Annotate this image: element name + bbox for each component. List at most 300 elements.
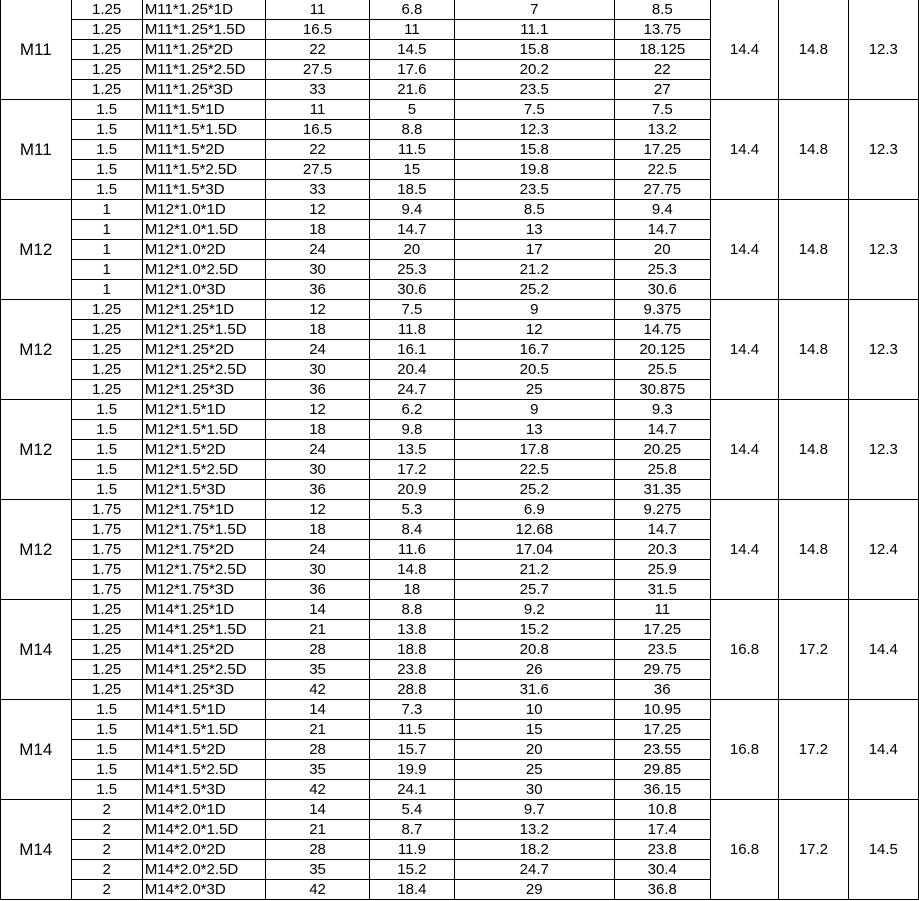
value-c-cell: 29.75 [614,660,710,680]
value-b-cell: 12 [454,320,614,340]
value-b-cell: 20.5 [454,360,614,380]
dimension-a-cell: 14.4 [710,500,778,600]
length-cell: 21 [266,720,370,740]
value-b-cell: 29 [454,880,614,900]
value-a-cell: 14.5 [370,40,455,60]
pitch-cell: 1.5 [71,760,142,780]
length-cell: 30 [266,460,370,480]
value-a-cell: 17.6 [370,60,455,80]
dimension-b-cell: 14.8 [779,100,848,200]
thread-spec-cell: M12*1.75*2D [142,540,265,560]
length-cell: 14 [266,700,370,720]
thread-spec-cell: M11*1.25*3D [142,80,265,100]
value-b-cell: 25.7 [454,580,614,600]
length-cell: 36 [266,280,370,300]
value-c-cell: 13.75 [614,20,710,40]
length-cell: 22 [266,140,370,160]
length-cell: 21 [266,820,370,840]
thread-spec-cell: M12*1.5*1D [142,400,265,420]
table-row [1,700,919,720]
value-a-cell: 18.8 [370,640,455,660]
table-body [1,0,919,900]
pitch-cell: 1.5 [71,460,142,480]
value-a-cell: 9.8 [370,420,455,440]
length-cell: 18 [266,420,370,440]
dimension-a-cell: 14.4 [710,300,778,400]
thread-spec-cell: M12*1.75*2.5D [142,560,265,580]
dimension-c-cell: 14.4 [848,600,918,700]
thread-spec-cell: M14*1.25*1.5D [142,620,265,640]
value-b-cell: 15.8 [454,40,614,60]
pitch-cell: 1 [71,200,142,220]
value-a-cell: 20 [370,240,455,260]
pitch-cell: 2 [71,800,142,820]
length-cell: 36 [266,580,370,600]
value-a-cell: 5.3 [370,500,455,520]
thread-spec-cell: M11*1.25*1D [142,0,265,20]
value-b-cell: 20.8 [454,640,614,660]
pitch-cell: 1.5 [71,100,142,120]
value-a-cell: 21.6 [370,80,455,100]
value-a-cell: 28.8 [370,680,455,700]
length-cell: 30 [266,260,370,280]
value-a-cell: 11.6 [370,540,455,560]
value-b-cell: 23.5 [454,80,614,100]
value-c-cell: 36 [614,680,710,700]
value-a-cell: 15.7 [370,740,455,760]
value-a-cell: 8.8 [370,600,455,620]
value-c-cell: 25.5 [614,360,710,380]
dimension-a-cell: 14.4 [710,400,778,500]
pitch-cell: 1.25 [71,340,142,360]
pitch-cell: 2 [71,840,142,860]
pitch-cell: 1.5 [71,440,142,460]
value-c-cell: 8.5 [614,0,710,20]
pitch-cell: 1.5 [71,480,142,500]
value-c-cell: 17.25 [614,720,710,740]
thread-spec-cell: M12*1.5*2D [142,440,265,460]
table-row [1,400,919,420]
thread-spec-cell: M12*1.25*2.5D [142,360,265,380]
length-cell: 27.5 [266,60,370,80]
dimension-a-cell: 16.8 [710,800,778,900]
value-a-cell: 11.5 [370,720,455,740]
pitch-cell: 1.25 [71,0,142,20]
thread-spec-cell: M12*1.0*1D [142,200,265,220]
value-c-cell: 20 [614,240,710,260]
pitch-cell: 1.25 [71,640,142,660]
thread-spec-cell: M11*1.5*2.5D [142,160,265,180]
pitch-cell: 1.5 [71,720,142,740]
value-b-cell: 20.2 [454,60,614,80]
thread-spec-cell: M12*1.0*2D [142,240,265,260]
thread-spec-cell: M12*1.25*3D [142,380,265,400]
pitch-cell: 1 [71,240,142,260]
value-a-cell: 6.8 [370,0,455,20]
value-c-cell: 22.5 [614,160,710,180]
value-a-cell: 13.8 [370,620,455,640]
length-cell: 12 [266,200,370,220]
pitch-cell: 1.5 [71,140,142,160]
value-c-cell: 31.5 [614,580,710,600]
thread-spec-cell: M14*1.25*2D [142,640,265,660]
value-b-cell: 13 [454,420,614,440]
pitch-cell: 1.25 [71,360,142,380]
dimension-c-cell: 14.5 [848,800,918,900]
length-cell: 33 [266,180,370,200]
value-b-cell: 9 [454,300,614,320]
value-b-cell: 6.9 [454,500,614,520]
dimension-b-cell: 14.8 [779,200,848,300]
value-c-cell: 13.2 [614,120,710,140]
table-row [1,0,919,20]
length-cell: 36 [266,380,370,400]
thread-spec-cell: M12*1.75*1D [142,500,265,520]
thread-spec-cell: M12*1.5*2.5D [142,460,265,480]
length-cell: 36 [266,480,370,500]
value-a-cell: 8.7 [370,820,455,840]
dimension-a-cell: 14.4 [710,0,778,100]
pitch-cell: 1.5 [71,400,142,420]
length-cell: 24 [266,340,370,360]
value-a-cell: 8.4 [370,520,455,540]
value-b-cell: 15.8 [454,140,614,160]
value-b-cell: 24.7 [454,860,614,880]
thread-size-cell: M12 [1,500,72,600]
value-b-cell: 30 [454,780,614,800]
value-c-cell: 25.9 [614,560,710,580]
length-cell: 16.5 [266,120,370,140]
thread-spec-cell: M14*2.0*3D [142,880,265,900]
thread-spec-cell: M14*2.0*2D [142,840,265,860]
value-b-cell: 7 [454,0,614,20]
value-c-cell: 29.85 [614,760,710,780]
dimension-c-cell: 12.3 [848,200,918,300]
value-b-cell: 9.2 [454,600,614,620]
value-c-cell: 9.4 [614,200,710,220]
pitch-cell: 1.75 [71,500,142,520]
pitch-cell: 1.5 [71,700,142,720]
value-c-cell: 23.55 [614,740,710,760]
length-cell: 33 [266,80,370,100]
thread-spec-cell: M14*2.0*1.5D [142,820,265,840]
value-a-cell: 15 [370,160,455,180]
value-b-cell: 17.04 [454,540,614,560]
pitch-cell: 2 [71,860,142,880]
value-c-cell: 36.8 [614,880,710,900]
length-cell: 28 [266,840,370,860]
value-b-cell: 8.5 [454,200,614,220]
thread-size-cell: M12 [1,300,72,400]
length-cell: 35 [266,660,370,680]
thread-size-cell: M12 [1,200,72,300]
value-a-cell: 18 [370,580,455,600]
length-cell: 12 [266,400,370,420]
length-cell: 11 [266,0,370,20]
pitch-cell: 1.5 [71,420,142,440]
pitch-cell: 2 [71,820,142,840]
thread-spec-cell: M12*1.5*1.5D [142,420,265,440]
value-b-cell: 11.1 [454,20,614,40]
thread-spec-cell: M14*1.25*3D [142,680,265,700]
table-row [1,300,919,320]
value-b-cell: 26 [454,660,614,680]
value-a-cell: 8.8 [370,120,455,140]
length-cell: 28 [266,640,370,660]
value-b-cell: 23.5 [454,180,614,200]
value-a-cell: 11.5 [370,140,455,160]
dimension-b-cell: 17.2 [779,700,848,800]
value-b-cell: 17.8 [454,440,614,460]
value-a-cell: 14.7 [370,220,455,240]
thread-spec-cell: M11*1.25*2.5D [142,60,265,80]
value-b-cell: 10 [454,700,614,720]
thread-spec-cell: M11*1.5*1D [142,100,265,120]
thread-spec-cell: M11*1.5*2D [142,140,265,160]
value-c-cell: 23.5 [614,640,710,660]
value-a-cell: 18.4 [370,880,455,900]
value-a-cell: 24.7 [370,380,455,400]
value-b-cell: 7.5 [454,100,614,120]
thread-size-cell: M11 [1,100,72,200]
value-c-cell: 9.3 [614,400,710,420]
length-cell: 28 [266,740,370,760]
pitch-cell: 1.25 [71,80,142,100]
dimension-c-cell: 12.3 [848,400,918,500]
value-a-cell: 19.9 [370,760,455,780]
thread-spec-cell: M11*1.25*1.5D [142,20,265,40]
table-row [1,600,919,620]
dimension-b-cell: 14.8 [779,400,848,500]
dimension-a-cell: 16.8 [710,600,778,700]
value-b-cell: 21.2 [454,560,614,580]
value-b-cell: 18.2 [454,840,614,860]
value-b-cell: 25 [454,760,614,780]
value-a-cell: 15.2 [370,860,455,880]
pitch-cell: 2 [71,880,142,900]
pitch-cell: 1.25 [71,660,142,680]
dimension-a-cell: 14.4 [710,200,778,300]
thread-spec-cell: M11*1.5*1.5D [142,120,265,140]
pitch-cell: 1.5 [71,160,142,180]
dimension-a-cell: 16.8 [710,700,778,800]
pitch-cell: 1.25 [71,60,142,80]
value-c-cell: 9.375 [614,300,710,320]
length-cell: 18 [266,220,370,240]
value-b-cell: 12.3 [454,120,614,140]
value-c-cell: 25.8 [614,460,710,480]
value-c-cell: 9.275 [614,500,710,520]
value-b-cell: 15 [454,720,614,740]
length-cell: 12 [266,500,370,520]
value-a-cell: 9.4 [370,200,455,220]
length-cell: 30 [266,360,370,380]
length-cell: 42 [266,680,370,700]
pitch-cell: 1.75 [71,540,142,560]
pitch-cell: 1.25 [71,600,142,620]
dimension-c-cell: 12.4 [848,500,918,600]
dimension-b-cell: 14.8 [779,500,848,600]
value-a-cell: 23.8 [370,660,455,680]
dimension-b-cell: 17.2 [779,800,848,900]
pitch-cell: 1.25 [71,680,142,700]
pitch-cell: 1.5 [71,180,142,200]
value-b-cell: 17 [454,240,614,260]
thread-spec-cell: M12*1.25*2D [142,340,265,360]
value-c-cell: 22 [614,60,710,80]
thread-spec-cell: M12*1.25*1.5D [142,320,265,340]
dimension-b-cell: 14.8 [779,300,848,400]
thread-spec-cell: M12*1.5*3D [142,480,265,500]
value-c-cell: 20.3 [614,540,710,560]
length-cell: 24 [266,440,370,460]
value-c-cell: 14.7 [614,520,710,540]
dimension-c-cell: 12.3 [848,100,918,200]
thread-size-cell: M14 [1,800,72,900]
value-a-cell: 11.9 [370,840,455,860]
value-a-cell: 5 [370,100,455,120]
thread-spec-cell: M12*1.75*1.5D [142,520,265,540]
value-c-cell: 30.4 [614,860,710,880]
pitch-cell: 1.75 [71,580,142,600]
thread-spec-cell: M11*1.5*3D [142,180,265,200]
value-a-cell: 25.3 [370,260,455,280]
value-a-cell: 20.9 [370,480,455,500]
value-c-cell: 17.25 [614,140,710,160]
table-row [1,500,919,520]
thread-spec-cell: M12*1.25*1D [142,300,265,320]
table-row [1,100,919,120]
length-cell: 18 [266,320,370,340]
value-c-cell: 27 [614,80,710,100]
thread-spec-cell: M12*1.0*1.5D [142,220,265,240]
length-cell: 24 [266,240,370,260]
thread-size-cell: M12 [1,400,72,500]
length-cell: 27.5 [266,160,370,180]
length-cell: 16.5 [266,20,370,40]
thread-spec-cell: M14*1.25*2.5D [142,660,265,680]
value-a-cell: 11 [370,20,455,40]
thread-spec-cell: M14*1.5*2.5D [142,760,265,780]
value-b-cell: 13 [454,220,614,240]
value-c-cell: 14.7 [614,220,710,240]
pitch-cell: 1.25 [71,40,142,60]
value-c-cell: 17.4 [614,820,710,840]
pitch-cell: 1.25 [71,380,142,400]
length-cell: 11 [266,100,370,120]
value-c-cell: 25.3 [614,260,710,280]
length-cell: 35 [266,860,370,880]
pitch-cell: 1.25 [71,620,142,640]
value-a-cell: 24.1 [370,780,455,800]
pitch-cell: 1.5 [71,780,142,800]
thread-spec-cell: M14*1.5*1D [142,700,265,720]
value-c-cell: 23.8 [614,840,710,860]
thread-spec-cell: M14*1.5*2D [142,740,265,760]
length-cell: 14 [266,800,370,820]
value-c-cell: 10.95 [614,700,710,720]
dimension-c-cell: 14.4 [848,700,918,800]
thread-size-cell: M14 [1,600,72,700]
dimension-a-cell: 14.4 [710,100,778,200]
value-b-cell: 13.2 [454,820,614,840]
value-c-cell: 30.6 [614,280,710,300]
table-row [1,200,919,220]
dimension-c-cell: 12.3 [848,300,918,400]
value-b-cell: 25 [454,380,614,400]
value-a-cell: 5.4 [370,800,455,820]
thread-spec-cell: M14*2.0*2.5D [142,860,265,880]
length-cell: 14 [266,600,370,620]
value-c-cell: 18.125 [614,40,710,60]
thread-size-cell: M11 [1,0,72,100]
value-b-cell: 25.2 [454,480,614,500]
value-b-cell: 21.2 [454,260,614,280]
pitch-cell: 1.25 [71,300,142,320]
thread-spec-cell: M14*1.5*1.5D [142,720,265,740]
length-cell: 30 [266,560,370,580]
value-a-cell: 13.5 [370,440,455,460]
pitch-cell: 1.25 [71,320,142,340]
pitch-cell: 1.75 [71,520,142,540]
value-a-cell: 11.8 [370,320,455,340]
length-cell: 24 [266,540,370,560]
value-a-cell: 30.6 [370,280,455,300]
thread-spec-cell: M12*1.0*3D [142,280,265,300]
length-cell: 12 [266,300,370,320]
value-b-cell: 22.5 [454,460,614,480]
value-b-cell: 16.7 [454,340,614,360]
dimension-c-cell: 12.3 [848,0,918,100]
thread-spec-cell: M14*2.0*1D [142,800,265,820]
pitch-cell: 1 [71,260,142,280]
value-b-cell: 9 [454,400,614,420]
value-b-cell: 19.8 [454,160,614,180]
value-a-cell: 14.8 [370,560,455,580]
value-a-cell: 7.5 [370,300,455,320]
value-a-cell: 17.2 [370,460,455,480]
value-b-cell: 31.6 [454,680,614,700]
length-cell: 18 [266,520,370,540]
pitch-cell: 1.5 [71,120,142,140]
length-cell: 42 [266,780,370,800]
value-c-cell: 31.35 [614,480,710,500]
value-c-cell: 11 [614,600,710,620]
pitch-cell: 1.25 [71,20,142,40]
pitch-cell: 1 [71,220,142,240]
thread-spec-cell: M12*1.75*3D [142,580,265,600]
value-a-cell: 6.2 [370,400,455,420]
thread-spec-cell: M14*1.5*3D [142,780,265,800]
pitch-cell: 1.75 [71,560,142,580]
length-cell: 35 [266,760,370,780]
value-c-cell: 20.25 [614,440,710,460]
value-b-cell: 20 [454,740,614,760]
value-a-cell: 7.3 [370,700,455,720]
length-cell: 22 [266,40,370,60]
thread-spec-cell: M12*1.0*2.5D [142,260,265,280]
pitch-cell: 1.5 [71,740,142,760]
value-a-cell: 18.5 [370,180,455,200]
value-b-cell: 12.68 [454,520,614,540]
dimension-b-cell: 17.2 [779,600,848,700]
dimension-b-cell: 14.8 [779,0,848,100]
table-row [1,800,919,820]
thread-spec-cell: M14*1.25*1D [142,600,265,620]
value-c-cell: 36.15 [614,780,710,800]
value-a-cell: 16.1 [370,340,455,360]
length-cell: 21 [266,620,370,640]
